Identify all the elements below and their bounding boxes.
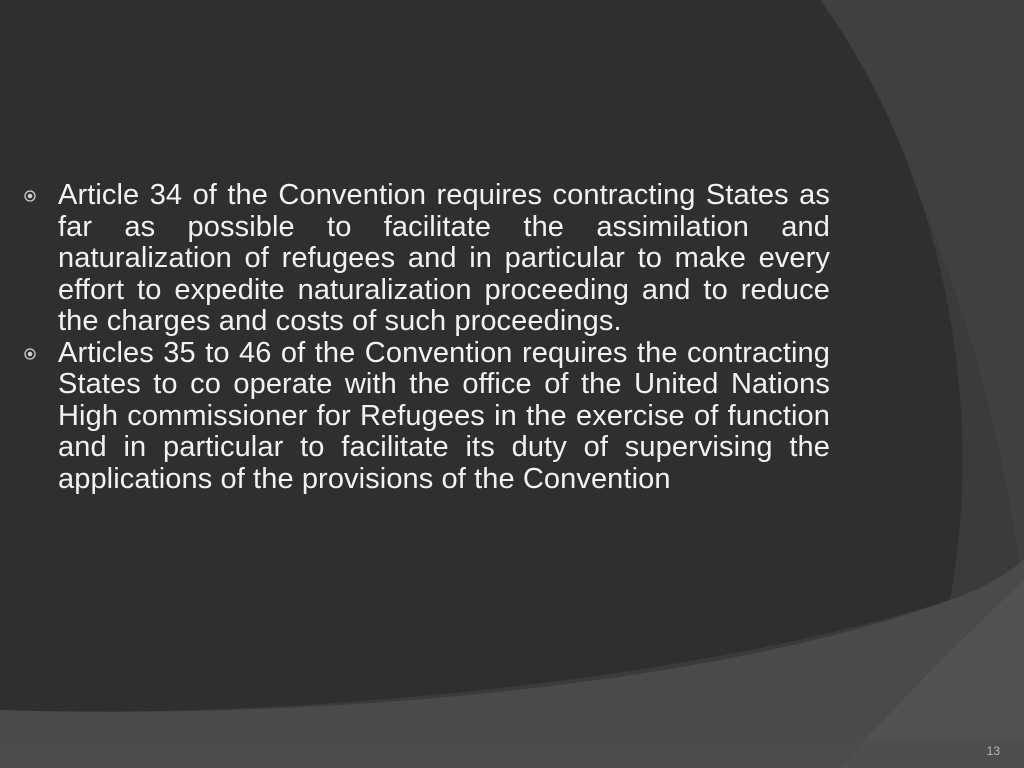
slide-body xyxy=(20,180,830,495)
circled-dot-icon xyxy=(24,190,36,202)
circled-dot-icon xyxy=(24,348,36,360)
slide-number: 13 xyxy=(986,744,1000,758)
bullet-text: Article 34 of the Convention requires contracting States as far as possible to facilitate the assimilation and naturalization of refugees and in particular to make every effort to expedite naturalization proceeding and to reduce the charges and costs of such proceedings. xyxy=(58,179,830,337)
bullet-text: Articles 35 to 46 of the Convention requires the contracting States to co operate with the office of the United Nations High commissioner for Refugees in the exercise of function and in particular to facilitate its duty of supervising the applications of the provisions of the Convention xyxy=(58,336,830,495)
bullet-item xyxy=(20,338,830,496)
bullet-item xyxy=(20,180,830,338)
